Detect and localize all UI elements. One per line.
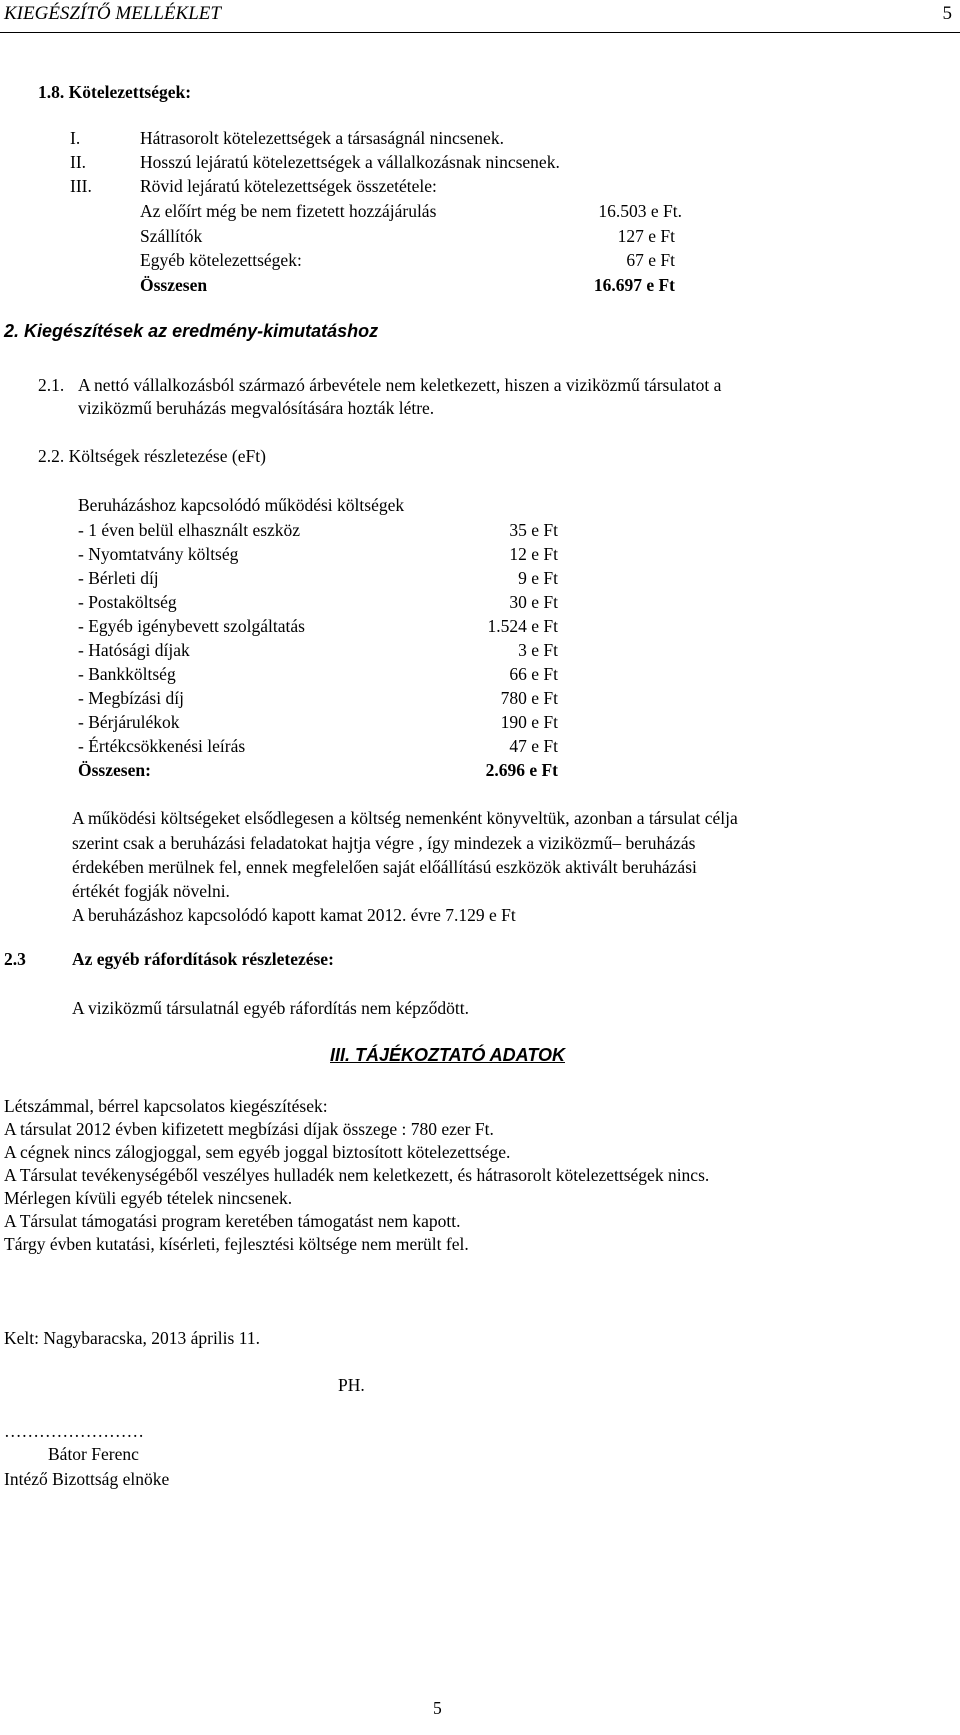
item-text: Rövid lejáratú kötelezettségek összetétele: [140,176,437,196]
paragraph-2-1-line: viziközmű beruházás megvalósítására hozták létre. [78,398,435,418]
costs-paragraph-line: érdekében merülnek fel, ennek megfelelően saját előállítású eszközök aktivált beruházási [72,857,697,877]
paragraph-2-3-number: 2.3 [4,949,26,969]
item-num: III. [70,176,92,196]
info-line: A társulat 2012 évben kifizetett megbízási díjak összege : 780 ezer Ft. [4,1119,494,1139]
footer-page-number: 5 [433,1698,442,1718]
cost-label: - 1 éven belül elhasznált eszköz [78,520,301,540]
cost-value: 12 e Ft [509,544,558,564]
info-line: Tárgy évben kutatási, kísérleti, fejlesztési költsége nem merült fel. [4,1234,469,1254]
info-line: Létszámmal, bérrel kapcsolatos kiegészítések: [4,1096,328,1116]
cost-label: - Egyéb igénybevett szolgáltatás [78,616,305,636]
header-rule [0,32,960,33]
cost-label: - Bérleti díj [78,568,159,588]
liability-value: 16.503 e Ft. [598,201,682,221]
paragraph-2-2-title: 2.2. Költségek részletezése (eFt) [38,446,266,466]
item-num: II. [70,152,87,172]
costs-paragraph-line: értékét fogják növelni. [72,881,230,901]
item-text: Hosszú lejáratú kötelezettségek a vállalkozásnak nincsenek. [140,152,560,172]
cost-value: 30 e Ft [509,592,558,612]
info-line: A Társulat tevékenységéből veszélyes hulladék nem keletkezett, és hátrasorolt kötelezettségek nincs. [4,1165,710,1185]
cost-label: - Hatósági díjak [78,640,190,660]
signature-dots: …………………… [4,1421,144,1441]
info-line: A cégnek nincs zálogjoggal, sem egyéb joggal biztosított kötelezettsége. [4,1142,511,1162]
cost-label: - Bankköltség [78,664,176,684]
liability-label: Egyéb kötelezettségek: [140,250,302,270]
costs-paragraph-line: A működési költségeket elsődlegesen a költség nemenként könyveltük, azonban a társulat célja [72,808,738,828]
interest-line: A beruházáshoz kapcsolódó kapott kamat 2012. évre 7.129 e Ft [72,905,516,925]
cost-label: - Postaköltség [78,592,177,612]
cost-value: 3 e Ft [518,640,558,660]
info-line: Mérlegen kívüli egyéb tételek nincsenek. [4,1188,293,1208]
section-3-title: III. TÁJÉKOZTATÓ ADATOK [330,1045,565,1065]
item-num: I. [70,128,81,148]
info-line: A Társulat támogatási program keretében támogatást nem kapott. [4,1211,461,1231]
cost-label: - Értékcsökkenési leírás [78,736,246,756]
costs-heading: Beruházáshoz kapcsolódó működési költségek [78,495,405,515]
signer-role: Intéző Bizottság elnöke [4,1469,170,1489]
liability-total-label: Összesen [140,275,208,295]
liability-value: 127 e Ft [617,226,675,246]
liability-label: Az előírt még be nem fizetett hozzájárulás [140,201,437,221]
liability-total-value: 16.697 e Ft [593,275,675,295]
paragraph-2-3-title: Az egyéb ráfordítások részletezése: [72,949,334,969]
costs-paragraph-line: szerint csak a beruházási feladatokat hajtja végre , így mindezek a viziközmű– beruházás [72,833,696,853]
cost-value: 1.524 e Ft [487,616,558,636]
header-page-number: 5 [942,3,952,24]
costs-total-value: 2.696 e Ft [485,760,558,780]
costs-total-label: Összesen: [78,760,151,780]
cost-value: 9 e Ft [518,568,558,588]
cost-label: - Nyomtatvány költség [78,544,239,564]
cost-label: - Bérjárulékok [78,712,180,732]
header-title: KIEGÉSZÍTŐ MELLÉKLET [4,3,221,24]
paragraph-2-3-text: A viziközmű társulatnál egyéb ráfordítás nem képződött. [72,998,470,1018]
section-2-title: 2. Kiegészítések az eredmény-kimutatáshoz [4,321,379,341]
cost-value: 47 e Ft [509,736,558,756]
paragraph-2-1-number: 2.1. [38,375,65,395]
paragraph-2-1-line: A nettó vállalkozásból származó árbevétele nem keletkezett, hiszen a viziközmű társulatot a [78,375,722,395]
liability-value: 67 e Ft [626,250,675,270]
signature-date: Kelt: Nagybaracska, 2013 április 11. [4,1328,260,1348]
cost-value: 190 e Ft [500,712,558,732]
item-text: Hátrasorolt kötelezettségek a társaságnál nincsenek. [140,128,504,148]
stamp-placeholder: PH. [338,1375,365,1395]
cost-value: 780 e Ft [500,688,558,708]
cost-label: - Megbízási díj [78,688,184,708]
signer-name: Bátor Ferenc [48,1444,139,1464]
liability-label: Szállítók [140,226,203,246]
cost-value: 35 e Ft [509,520,558,540]
section-1-8-title: 1.8. Kötelezettségek: [38,82,192,102]
cost-value: 66 e Ft [509,664,558,684]
